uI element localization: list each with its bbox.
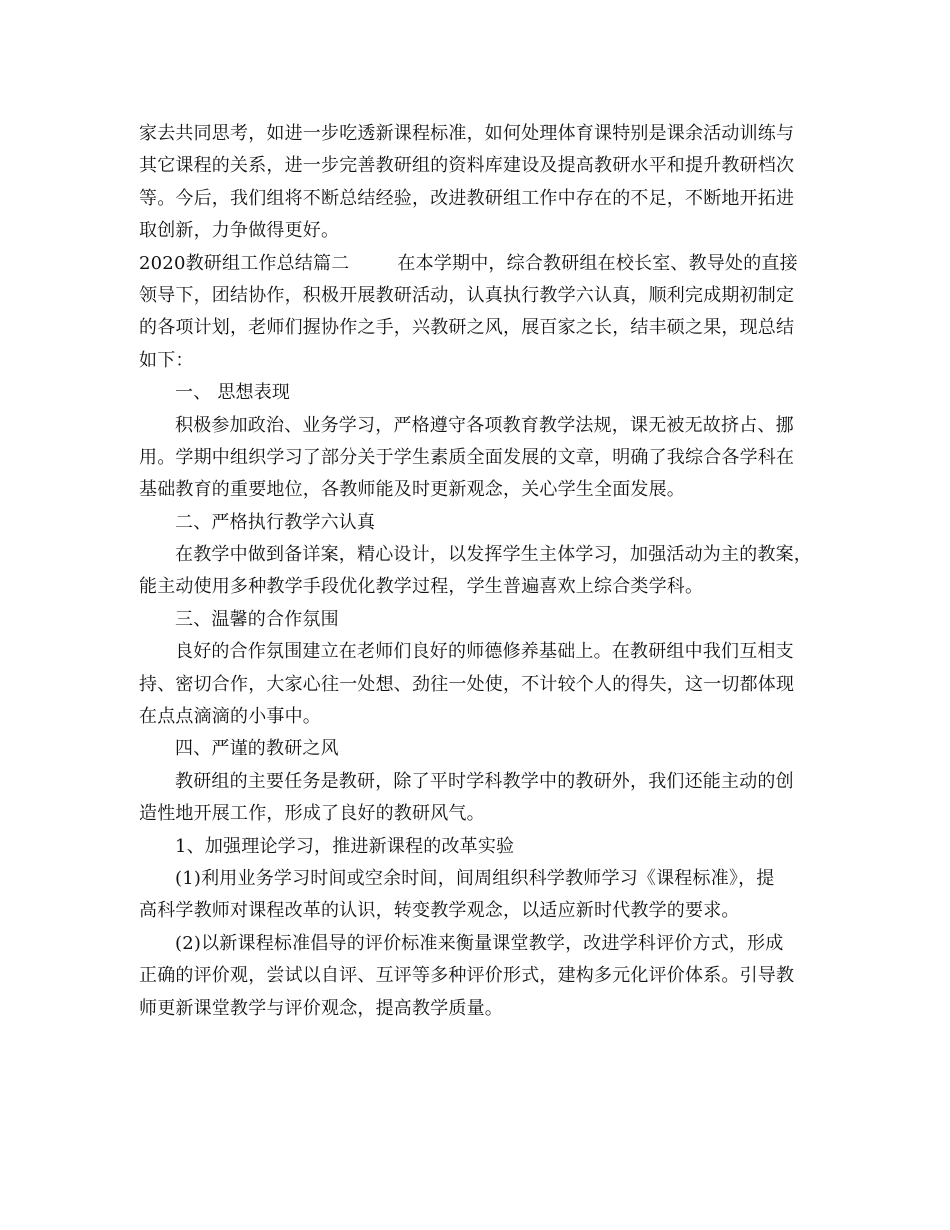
paragraph-line: 在点点滴滴的小事中。 xyxy=(139,706,321,728)
paragraph-line: 用。学期中组织学习了部分关于学生素质全面发展的文章，明确了我综合各学科在 xyxy=(139,446,795,468)
section-heading: 二、严格执行教学六认真 xyxy=(175,511,376,533)
article-intro: 在本学期中，综合教研组在校长室、教导处的直接 xyxy=(397,252,798,274)
paragraph-line: 能主动使用多种教学手段优化教学过程，学生普遍喜欢上综合类学科。 xyxy=(139,576,704,598)
paragraph-line: 基础教育的重要地位，各教师能及时更新观念，关心学生全面发展。 xyxy=(139,479,685,501)
section-heading: 四、严谨的教研之风 xyxy=(175,738,339,760)
list-item-line: (2)以新课程标准倡导的评价标准来衡量课堂教学，改进学科评价方式，形成 xyxy=(175,932,784,954)
paragraph-line: 等。今后，我们组将不断总结经验，改进教研组工作中存在的不足，不断地开拓进 xyxy=(139,187,795,209)
paragraph-line: 的各项计划，老师们握协作之手，兴教研之风，展百家之长，结丰硕之果，现总结 xyxy=(139,317,795,339)
list-item-line: 师更新课堂教学与评价观念，提高教学质量。 xyxy=(139,997,503,1019)
paragraph-line: 在教学中做到备详案，精心设计，以发挥学生主体学习，加强活动为主的教案， xyxy=(175,544,812,566)
paragraph-line: 积极参加政治、业务学习，严格遵守各项教育教学法规，课无被无故挤占、挪 xyxy=(175,414,794,436)
document-page xyxy=(139,118,811,1025)
paragraph-line: 其它课程的关系，进一步完善教研组的资料库建设及提高教研水平和提升教研档次 xyxy=(139,155,795,177)
paragraph-line: 持、密切合作，大家心往一处想、劲往一处使，不计较个人的得失，这一切都体现 xyxy=(139,673,795,695)
section-heading: 一、 思想表现 xyxy=(175,382,291,404)
list-item-line: 高科学教师对课程改革的认识，转变教学观念，以适应新时代教学的要求。 xyxy=(139,900,740,922)
article-title: 2020教研组工作总结篇二 xyxy=(139,252,350,274)
list-item-line: 正确的评价观，尝试以自评、互评等多种评价形式，建构多元化评价体系。引导教 xyxy=(139,965,795,987)
paragraph-line: 家去共同思考，如进一步吃透新课程标准，如何处理体育课特别是课余活动训练与 xyxy=(139,123,795,144)
paragraph-line: 领导下，团结协作，积极开展教研活动，认真执行教学六认真，顺利完成期初制定 xyxy=(139,284,795,306)
paragraph-line: 取创新，力争做得更好。 xyxy=(139,220,340,242)
paragraph-line: 如下： xyxy=(139,349,194,371)
paragraph-line: 造性地开展工作，形成了良好的教研风气。 xyxy=(139,803,485,825)
list-item-line: (1)利用业务学习时间或空余时间，间周组织科学教师学习《课程标准》，提 xyxy=(175,867,775,889)
article-heading-line xyxy=(139,248,811,280)
paragraph-line: 教研组的主要任务是教研，除了平时学科教学中的教研外，我们还能主动的创 xyxy=(175,770,794,792)
section-heading: 三、温馨的合作氛围 xyxy=(175,608,339,630)
paragraph-line: 良好的合作氛围建立在老师们良好的师德修养基础上。在教研组中我们互相支 xyxy=(175,641,794,663)
subsection-heading: 1、加强理论学习，推进新课程的改革实验 xyxy=(175,835,515,857)
